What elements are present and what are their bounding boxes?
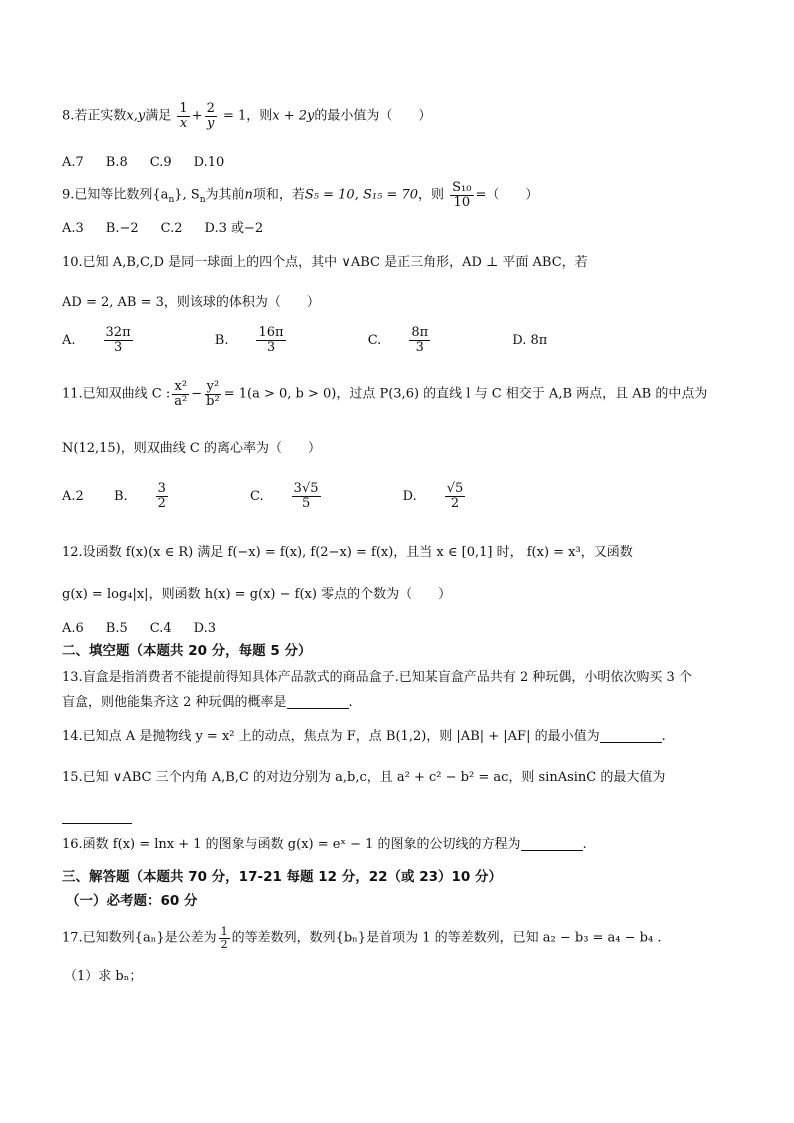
q12-options: A.6 B.5 C.4 D.3	[62, 621, 217, 636]
q15-line: 15.已知 ∨ABC 三个内角 A,B,C 的对边分别为 a,b,c，且 a² + c² − b² = ac，则 sinAsinC 的最大值为	[62, 770, 666, 785]
q12-line-1: 12.设函数 f(x)(x ∈ R) 满足 f(−x) = f(x), f(2−x) = f(x)，且当 x ∈ [0,1] 时， f(x) = x³，又函数	[62, 545, 633, 560]
q12-line-2: g(x) = log₄|x|，则函数 h(x) = g(x) − f(x) 零点的个数为（ ）	[62, 587, 452, 602]
section-3-subheading: （一）必考题：60 分	[66, 893, 198, 909]
q13-line-2: 盲盒，则他能集齐这 2 种玩偶的概率是 .	[62, 695, 353, 710]
q14-line: 14.已知点 A 是抛物线 y = x² 上的动点，焦点为 F，点 B(1,2)，则 |AB| + |AF| 的最小值为 .	[62, 729, 666, 744]
q11-line-1: 11.已知双曲线 C : $\frac{\text{x²}}{\text{a²}}$ − $\frac{\text{y²}}{\text{b²}}$ = 1(a > 0, b > 0)，过点 P(3,6) 的直线 l 与 C 相交于 A,B 两点，且 AB 的中点为	[62, 379, 708, 409]
q10-line-1: 10.已知 A,B,C,D 是同一球面上的四个点，其中 ∨ABC 是正三角形，AD ⊥ 平面 ABC，若	[62, 255, 588, 270]
q13-answer-blank[interactable]	[287, 707, 349, 709]
q9-options: A.3 B.−2 C.2 D.3 或−2	[62, 221, 264, 236]
q10-options: A. $\frac{32\pi}{3}$ B. $\frac{16\pi}{3}$ C. $\frac{8\pi}{3}$ D. 8π	[62, 325, 548, 355]
q16-answer-blank[interactable]	[521, 849, 583, 851]
q9-line: 9.已知等比数列$\{a_n\}$, $S_n$为其前n项和，若S₅ = 10, S₁₅ = 70，则 $\frac{\text{S₁₀}}{10}$ =（ ）	[62, 180, 539, 210]
q11-line-2: N(12,15)，则双曲线 C 的离心率为（ ）	[62, 441, 321, 456]
section-3-heading: 三、解答题（本题共 70 分，17-21 每题 12 分，22（或 23）10 分）	[62, 869, 503, 885]
q17-line: 17.已知数列{aₙ}是公差为 $\frac{1}{2}$ 的等差数列，数列{bₙ}是首项为 1 的等差数列，已知 a₂ − b₃ = a₄ − b₄ .	[62, 925, 662, 951]
q9-frac: $\frac{\text{S₁₀}}{10}$	[452, 180, 472, 210]
q11-options: A.2 B. $\frac{3}{2}$ C. $\frac{3√5}{5}$ D. $\frac{√5}{2}$	[62, 481, 464, 511]
q15-answer-blank[interactable]	[62, 822, 132, 824]
q17-part-1: （1）求 bₙ；	[64, 969, 143, 984]
q10-line-2: AD = 2, AB = 3，则该球的体积为（ ）	[62, 295, 320, 310]
q8-frac-2: $\frac{2}{y}$	[206, 101, 215, 131]
section-2-heading: 二、填空题（本题共 20 分，每题 5 分）	[62, 643, 312, 659]
q14-answer-blank[interactable]	[600, 741, 662, 743]
q8-frac-1: $\frac{1}{x}$	[179, 101, 188, 131]
q16-line: 16.函数 f(x) = lnx + 1 的图象与函数 g(x) = eˣ − 1 的图象的公切线的方程为 .	[62, 837, 587, 852]
q15-answer-row	[62, 814, 132, 827]
q13-line-1: 13.盲盒是指消费者不能提前得知具体产品款式的商品盒子.已知某盲盒产品共有 2 种玩偶，小明依次购买 3 个	[62, 670, 692, 685]
q8-line: 8.若正实数x,y满足 $\frac{1}{x}$ + $\frac{2}{y}$ = 1，则x + 2y的最小值为（ ）	[62, 101, 432, 131]
q8-options: A.7 B.8 C.9 D.10	[62, 155, 225, 170]
